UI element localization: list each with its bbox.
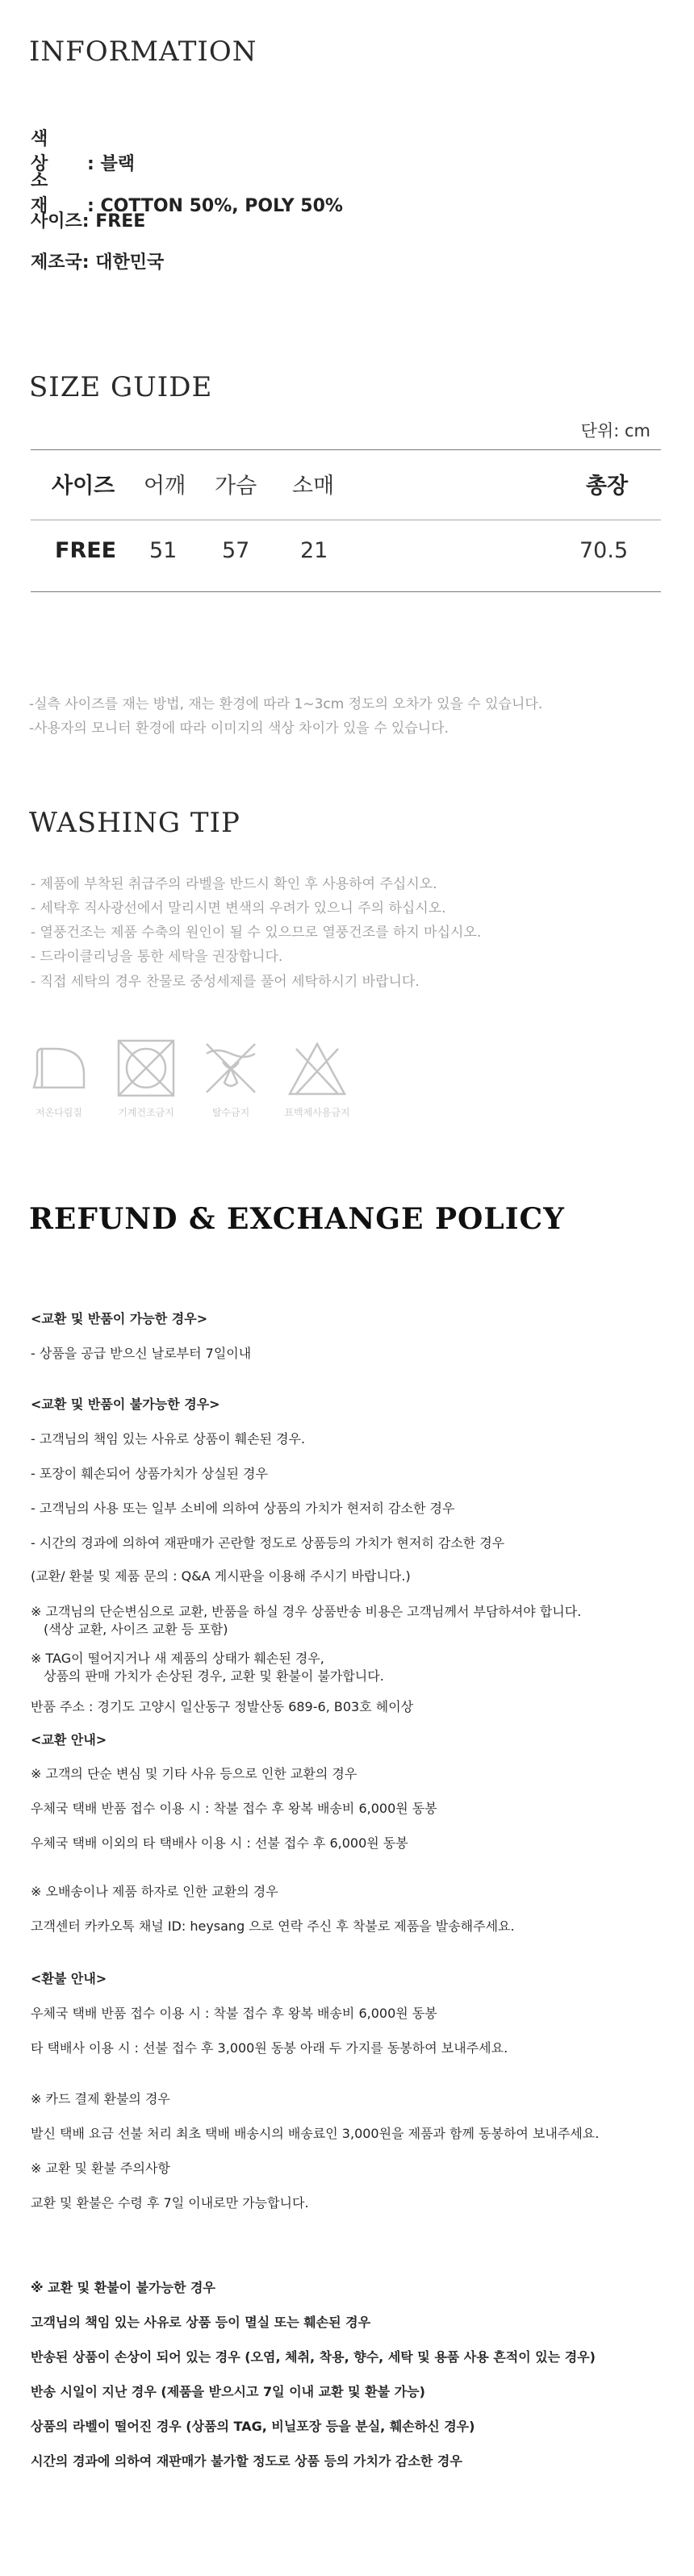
info-row-size: 사이즈: FREE	[31, 207, 145, 232]
refund-line: <교환 및 반품이 가능한 경우>	[31, 1311, 208, 1326]
refund-line: 시간의 경과에 의하여 재판매가 불가할 정도로 상품 등의 가치가 감소한 경우	[31, 2453, 462, 2469]
refund-line: ※ 교환 및 환불 주의사항	[31, 2161, 170, 2176]
table-cell: 70.5	[579, 538, 629, 563]
icon-label: 기계건조금지	[118, 1107, 174, 1118]
info-key: 제조국	[31, 253, 82, 273]
no-bleach-triangle-icon	[286, 1037, 348, 1099]
size-guide-title: SIZE GUIDE	[29, 371, 213, 403]
refund-line: - 포장이 훼손되어 상품가치가 상실된 경우	[31, 1466, 268, 1481]
table-bottom-rule	[31, 591, 661, 592]
wash-line: - 제품에 부착된 취급주의 라벨을 반드시 확인 후 사용하여 주십시오.	[31, 876, 437, 892]
info-value: 대한민국	[95, 253, 165, 273]
table-cell: FREE	[55, 538, 117, 563]
info-key: 소 재	[31, 171, 60, 216]
icon-label: 저온다림질	[36, 1107, 82, 1118]
table-cell: 57	[222, 538, 250, 563]
iron-icon	[31, 1037, 87, 1094]
refund-line: 발신 택배 요금 선불 처리 최초 택배 배송시의 배송료인 3,000원을 제품과 함께 동봉하여 보내주세요.	[31, 2126, 600, 2141]
info-key: 사이즈	[31, 211, 82, 232]
refund-line: ※ 오배송이나 제품 하자로 인한 교환의 경우	[31, 1884, 278, 1899]
info-row-color: 색 상 : 블랙	[31, 125, 135, 175]
wash-line: - 드라이클리닝을 통한 세탁을 권장합니다.	[31, 949, 283, 965]
header-sleeve: 소매	[292, 474, 335, 499]
info-value: COTTON 50%, POLY 50%	[100, 196, 343, 216]
icon-label: 표백제사용금지	[284, 1107, 350, 1118]
refund-line: - 고객님의 책임 있는 사유로 상품이 훼손된 경우.	[31, 1431, 306, 1447]
refund-line: (교환/ 환불 및 제품 문의 : Q&A 게시판을 이용해 주시기 바랍니다.)	[31, 1568, 411, 1584]
refund-line: 반송된 상품이 손상이 되어 있는 경우 (오염, 체취, 착용, 향수, 세탁 및 용품 사용 흔적이 있는 경우)	[31, 2349, 596, 2365]
table-top-rule	[31, 449, 661, 450]
refund-line: ※ 카드 결제 환불의 경우	[31, 2091, 170, 2106]
wash-line: - 직접 세탁의 경우 찬물로 중성세제를 풀어 세탁하시기 바랍니다.	[31, 974, 420, 990]
header-chest: 가슴	[215, 474, 257, 499]
refund-line: ※ 교환 및 환불이 불가능한 경우	[31, 2280, 215, 2295]
no-tumble-dry-icon	[115, 1037, 177, 1099]
wash-line: - 세탁후 직사광선에서 말리시면 변색의 우려가 있으니 주의 하십시오.	[31, 900, 446, 916]
refund-line: 우체국 택배 반품 접수 이용 시 : 착불 접수 후 왕복 배송비 6,000원 동봉	[31, 1801, 437, 1816]
info-row-material: 소 재 : COTTON 50%, POLY 50%	[31, 167, 343, 217]
size-note: -사용자의 모니터 환경에 따라 이미지의 색상 차이가 있을 수 있습니다.	[29, 720, 449, 737]
refund-line: <교환 안내>	[31, 1732, 107, 1747]
refund-line: (색상 교환, 사이즈 교환 등 포함)	[44, 1622, 228, 1637]
header-shoulder: 어깨	[144, 474, 186, 499]
icon-label: 탈수금지	[211, 1107, 250, 1118]
refund-line: ※ 고객의 단순 변심 및 기타 사유 등으로 인한 교환의 경우	[31, 1766, 357, 1781]
refund-line: <교환 및 반품이 불가능한 경우>	[31, 1397, 220, 1412]
refund-line: 교환 및 환불은 수령 후 7일 이내로만 가능합니다.	[31, 2195, 309, 2211]
refund-line: 우체국 택배 반품 접수 이용 시 : 착불 접수 후 왕복 배송비 6,000원 동봉	[31, 2006, 437, 2021]
information-title: INFORMATION	[29, 35, 257, 68]
header-size: 사이즈	[52, 474, 115, 499]
refund-line: 반송 시일이 지난 경우 (제품을 받으시고 7일 이내 교환 및 환불 가능)	[31, 2384, 425, 2399]
info-value: 블랙	[100, 154, 135, 174]
refund-line: 타 택배사 이용 시 : 선불 접수 후 3,000원 동봉 아래 두 가지를 동봉하여 보내주세요.	[31, 2040, 508, 2056]
header-length: 총장	[586, 474, 629, 499]
refund-line: 고객님의 책임 있는 사유로 상품 등이 멸실 또는 훼손된 경우	[31, 2315, 371, 2330]
info-key: 색 상	[31, 129, 60, 174]
refund-line: 반품 주소 : 경기도 고양시 일산동구 정발산동 689-6, B03호 헤이상	[31, 1699, 414, 1714]
refund-line: - 시간의 경과에 의하여 재판매가 곤란할 정도로 상품등의 가치가 현저히 감소한 경우	[31, 1535, 505, 1551]
no-bleach-icon	[200, 1037, 261, 1099]
table-cell: 51	[149, 538, 178, 563]
refund-line: 상품의 판매 가치가 손상된 경우, 교환 및 환불이 불가합니다.	[44, 1668, 384, 1684]
washing-tip-title: WASHING TIP	[29, 807, 240, 839]
refund-line: - 고객님의 사용 또는 일부 소비에 의하여 상품의 가치가 현저히 감소한 경우	[31, 1501, 455, 1516]
info-row-origin: 제조국: 대한민국	[31, 248, 164, 273]
table-cell: 21	[300, 538, 328, 563]
refund-line: 상품의 라벨이 떨어진 경우 (상품의 TAG, 비닐포장 등을 분실, 훼손하신 경우)	[31, 2419, 475, 2434]
refund-title: REFUND & EXCHANGE POLICY	[29, 1202, 565, 1236]
refund-line: 우체국 택배 이외의 타 택배사 이용 시 : 선불 접수 후 6,000원 동봉	[31, 1835, 408, 1851]
refund-line: <환불 안내>	[31, 1971, 107, 1986]
refund-line: - 상품을 공급 받으신 날로부터 7일이내	[31, 1346, 252, 1361]
size-note: -실측 사이즈를 재는 방법, 재는 환경에 따라 1~3cm 정도의 오차가 있을 수 있습니다.	[29, 696, 543, 712]
refund-line: ※ TAG이 떨어지거나 새 제품의 상태가 훼손된 경우,	[31, 1651, 324, 1666]
refund-line: ※ 고객님의 단순변심으로 교환, 반품을 하실 경우 상품반송 비용은 고객님께서 부담하셔야 합니다.	[31, 1604, 582, 1619]
wash-line: - 열풍건조는 제품 수축의 원인이 될 수 있으므로 열풍건조를 하지 마십시오.	[31, 925, 482, 941]
refund-line: 고객센터 카카오톡 채널 ID: heysang 으로 연락 주신 후 착불로 제품을 발송해주세요.	[31, 1918, 515, 1934]
info-value: FREE	[95, 211, 146, 232]
size-unit: 단위: cm	[580, 421, 650, 440]
